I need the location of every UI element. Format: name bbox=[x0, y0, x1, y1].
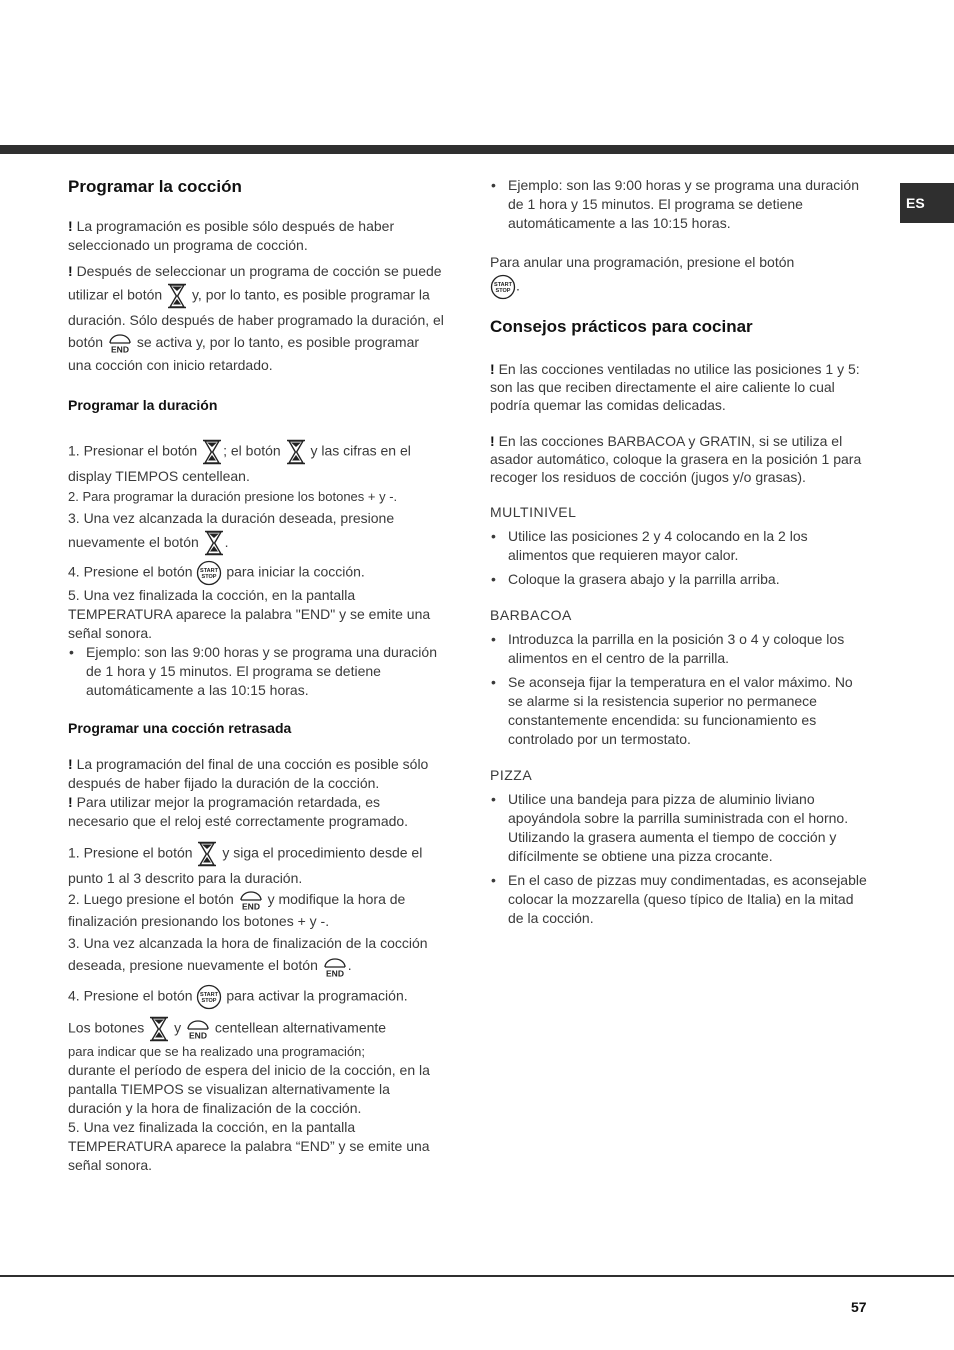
hourglass-icon bbox=[166, 283, 188, 309]
delayed-step-3-a: 3. Una vez alcanzada la hora de finalización de la cocción deseada, presione nuevamente el botón bbox=[68, 935, 428, 974]
delayed-step-2-a: 2. Luego presione el botón bbox=[68, 891, 234, 908]
duration-step-4-a: 4. Presione el botón bbox=[68, 563, 193, 580]
delayed-blink-note bbox=[68, 1016, 444, 1042]
duration-step-3 bbox=[68, 506, 444, 556]
delayed-step-1-b: y siga el procedimiento desde el punto 1 al 3 descrito para la duración. bbox=[68, 844, 423, 887]
delayed-note-1 bbox=[68, 755, 444, 793]
hourglass-icon bbox=[285, 439, 307, 465]
delayed-step-2 bbox=[68, 889, 444, 932]
delayed-step-3 bbox=[68, 932, 444, 977]
end-icon bbox=[238, 889, 264, 911]
duration-example-list bbox=[68, 643, 444, 700]
cancel-note-a: Para anular una programación, presione el botón bbox=[490, 254, 795, 270]
note-1-text: La programación es posible sólo después de haber seleccionado un programa de cocción. bbox=[68, 218, 395, 253]
end-icon bbox=[322, 956, 348, 978]
left-column bbox=[68, 176, 444, 1175]
list-item: • Utilice las posiciones 2 y 4 colocando en la 2 los alimentos que requieren mayor calor. bbox=[490, 527, 868, 565]
delayed-step-3-b: . bbox=[347, 957, 352, 974]
hourglass-icon bbox=[148, 1016, 170, 1042]
warning-mark: ! bbox=[68, 218, 73, 234]
hourglass-icon bbox=[201, 439, 223, 465]
duration-step-4 bbox=[68, 560, 444, 586]
duration-step-3-a: 3. Una vez alcanzada la duración deseada, presione nuevamente el botón bbox=[68, 509, 395, 550]
pizza-list bbox=[490, 790, 868, 928]
start-stop-icon bbox=[196, 984, 222, 1010]
svg-text:START: START bbox=[200, 568, 219, 575]
note-2-text-a: Después de seleccionar un programa de cocción se puede utilizar el botón bbox=[68, 263, 442, 303]
tip-1 bbox=[490, 360, 868, 414]
subheading-barbacoa: BARBACOA bbox=[490, 607, 572, 623]
note-2-text-b: y, por lo tanto, es posible programar la duración. Sólo después de haber programado la duración, el botón bbox=[68, 286, 444, 350]
page-number: 57 bbox=[851, 1299, 867, 1315]
section-title-consejos: Consejos prácticos para cocinar bbox=[490, 317, 753, 336]
svg-text:START: START bbox=[200, 991, 219, 998]
delayed-blink-c: centellean alternativamente bbox=[214, 1019, 387, 1036]
svg-text:START: START bbox=[494, 282, 512, 288]
duration-step-3-b: . bbox=[224, 533, 229, 550]
duration-step-2: 2. Para programar la duración presione los botones + y -. bbox=[68, 488, 398, 504]
start-stop-icon bbox=[490, 274, 516, 300]
delayed-step-2-b: y modifique la hora de finalización presionando los botones + y -. bbox=[68, 891, 406, 930]
duration-step-1 bbox=[68, 439, 444, 487]
subsection-title-duracion: Programar la duración bbox=[68, 396, 218, 413]
delayed-blink-a: Los botones bbox=[68, 1019, 145, 1036]
delayed-note-2 bbox=[68, 793, 444, 831]
bottom-rule bbox=[0, 1275, 954, 1277]
subsection-title-retrasada: Programar una cocción retrasada bbox=[68, 720, 292, 737]
end-icon bbox=[107, 332, 133, 354]
svg-text:END: END bbox=[188, 1030, 207, 1040]
right-column bbox=[490, 176, 868, 928]
start-stop-icon bbox=[196, 560, 222, 586]
svg-text:STOP: STOP bbox=[201, 997, 217, 1004]
list-item: • Utilice una bandeja para pizza de aluminio liviano apoyándola sobre la parrilla suministrada con el horno. Utilizando la grasera aumenta el tiempo de cocción y difícilmente se obtiene una pizza crocante. bbox=[490, 790, 868, 866]
note-2-text-c: se activa y, por lo tanto, es posible programar una cocción con inicio retardado. bbox=[68, 334, 420, 374]
warning-mark: ! bbox=[490, 433, 495, 449]
subheading-multinivel: MULTINIVEL bbox=[490, 504, 577, 520]
delayed-blink-b: y bbox=[174, 1019, 182, 1036]
svg-text:STOP: STOP bbox=[495, 288, 511, 294]
warning-mark: ! bbox=[68, 756, 73, 773]
svg-text:END: END bbox=[110, 344, 129, 355]
svg-text:END: END bbox=[325, 968, 344, 978]
barbacoa-list bbox=[490, 630, 868, 749]
delayed-step-1-a: 1. Presione el botón bbox=[68, 844, 193, 861]
cancel-note bbox=[490, 251, 868, 300]
delayed-note-2-text: Para utilizar mejor la programación retardada, es necesario que el reloj esté correctamente programado. bbox=[68, 794, 409, 830]
note-1 bbox=[68, 217, 444, 255]
duration-step-1-a: 1. Presionar el botón bbox=[68, 442, 198, 459]
cancel-note-b: . bbox=[516, 277, 520, 294]
delayed-blink-e: durante el período de espera del inicio de la cocción, en la pantalla TIEMPOS se visualizan alternativamente la duración y la hora de finalización de la cocción. bbox=[68, 1061, 430, 1116]
delayed-blink-d: para indicar que se ha realizado una programación; bbox=[68, 1043, 366, 1059]
delayed-step-4 bbox=[68, 984, 444, 1010]
multinivel-list bbox=[490, 527, 868, 589]
note-2 bbox=[68, 260, 444, 377]
list-item: • Se aconseja fijar la temperatura en el valor máximo. No se alarme si la resistencia superior no permanece constantemente encendida: su funcionamiento es controlado por un termostato. bbox=[490, 673, 868, 749]
right-example-list bbox=[490, 176, 868, 233]
warning-mark: ! bbox=[490, 361, 495, 377]
end-icon bbox=[185, 1018, 211, 1040]
svg-text:END: END bbox=[241, 901, 260, 912]
hourglass-icon bbox=[203, 530, 225, 556]
hourglass-icon bbox=[196, 841, 218, 867]
duration-step-4-b: para iniciar la cocción. bbox=[226, 563, 365, 580]
delayed-step-1 bbox=[68, 841, 444, 889]
warning-mark: ! bbox=[68, 794, 73, 811]
duration-step-1-c: y las cifras en el display TIEMPOS centellean. bbox=[68, 442, 411, 484]
list-item: • Coloque la grasera abajo y la parrilla arriba. bbox=[490, 570, 868, 589]
list-item: • Ejemplo: son las 9:00 horas y se programa una duración de 1 hora y 15 minutos. El programa se detiene automáticamente a las 10:15 horas. bbox=[68, 643, 444, 700]
subheading-pizza: PIZZA bbox=[490, 767, 533, 783]
delayed-note-1-text: La programación del final de una cocción es posible sólo después de haber fijado la duración de la cocción. bbox=[68, 756, 429, 792]
warning-mark: ! bbox=[68, 263, 73, 279]
delayed-step-5: 5. Una vez finalizada la cocción, en la pantalla TEMPERATURA aparece la palabra “END” y se emite una señal sonora. bbox=[68, 1118, 430, 1173]
delayed-step-4-b: para activar la programación. bbox=[226, 987, 408, 1004]
svg-text:STOP: STOP bbox=[201, 574, 217, 581]
section-title-programar-coccion: Programar la cocción bbox=[68, 177, 242, 196]
tip-2-text: En las cocciones BARBACOA y GRATIN, si se utiliza el asador automático, coloque la grasera en la posición 1 para recoger los residuos de cocción (jugos y/o grasas). bbox=[490, 433, 862, 485]
tip-1-text: En las cocciones ventiladas no utilice las posiciones 1 y 5: son las que reciben directamente el aire caliente lo cual podría quemar las comidas delicadas. bbox=[490, 361, 860, 413]
list-item: • Ejemplo: son las 9:00 horas y se programa una duración de 1 hora y 15 minutos. El programa se detiene automáticamente a las 10:15 horas. bbox=[490, 176, 868, 233]
duration-step-1-b: ; el botón bbox=[223, 442, 281, 459]
duration-step-5: 5. Una vez finalizada la cocción, en la pantalla TEMPERATURA aparece la palabra "END" y se emite una señal sonora. bbox=[68, 587, 431, 642]
list-item: • Introduzca la parrilla en la posición 3 o 4 y coloque los alimentos en el centro de la parrilla. bbox=[490, 630, 868, 668]
delayed-step-4-a: 4. Presione el botón bbox=[68, 987, 193, 1004]
list-item: • En el caso de pizzas muy condimentadas, es aconsejable colocar la mozzarella (queso típico de Italia) en la mitad de la cocción. bbox=[490, 871, 868, 928]
language-tab: ES bbox=[900, 183, 954, 223]
top-rule bbox=[0, 145, 954, 154]
tip-2 bbox=[490, 432, 868, 486]
